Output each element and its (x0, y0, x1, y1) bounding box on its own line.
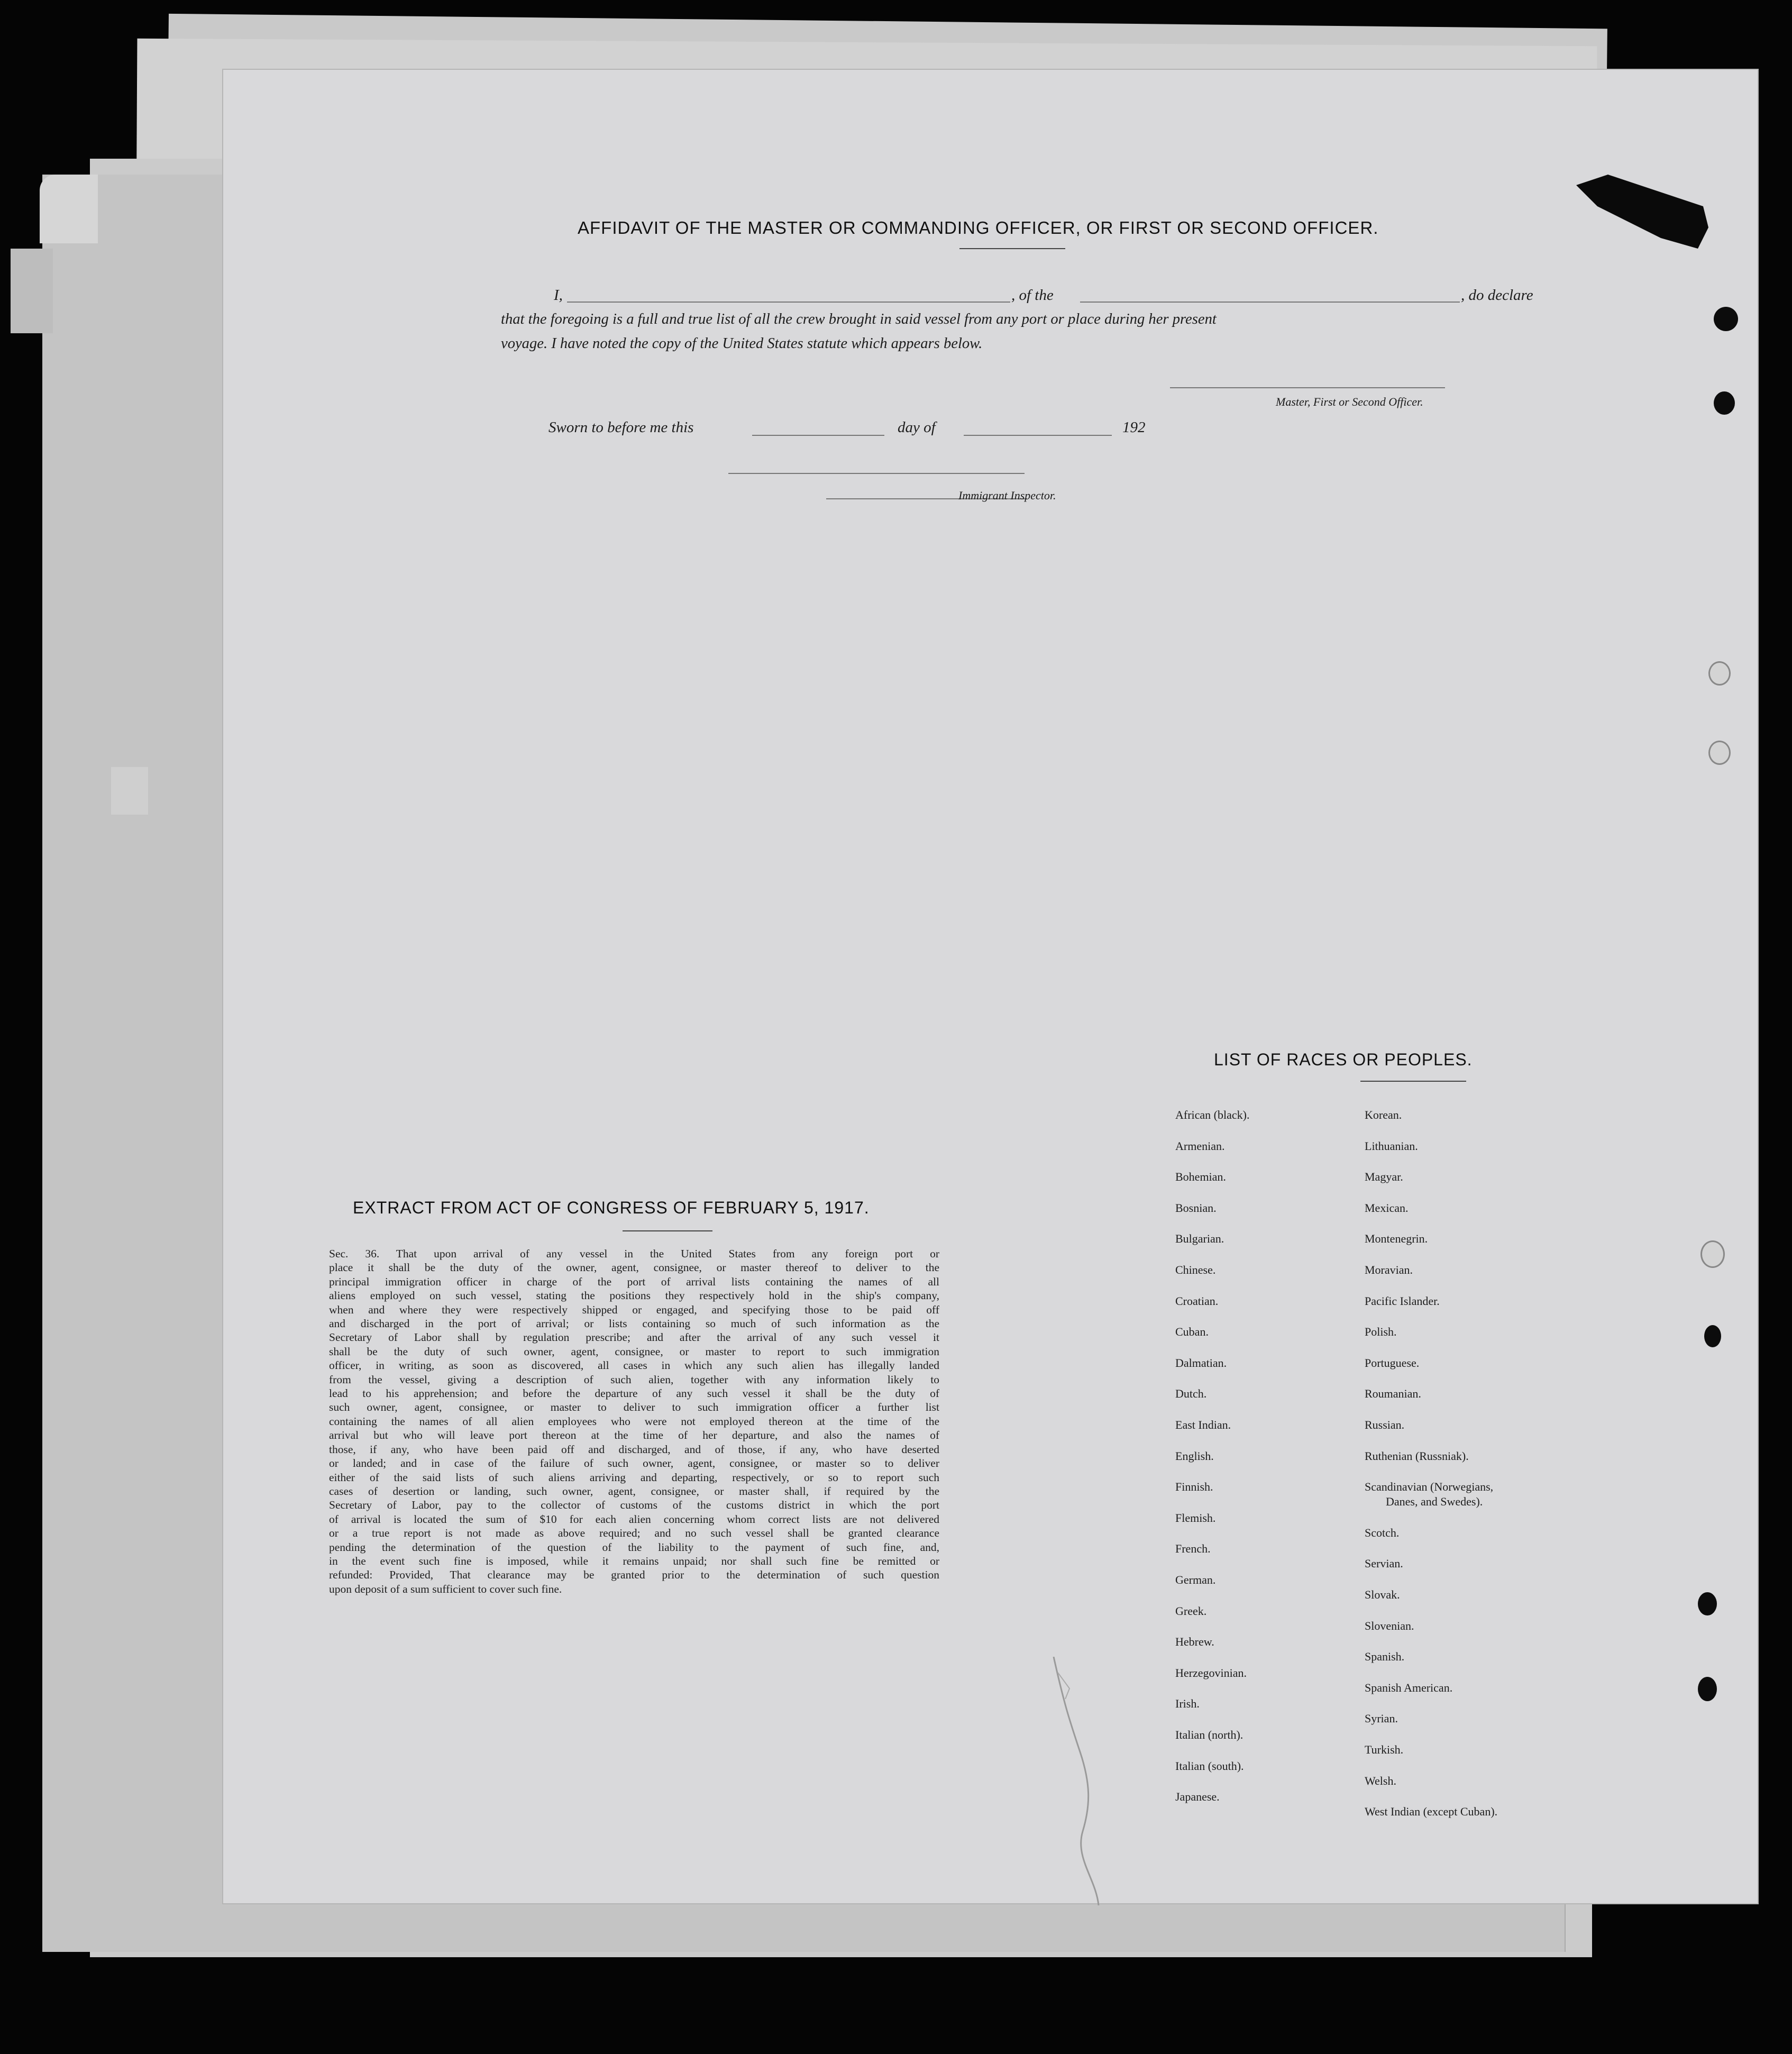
inspector-label: Immigrant Inspector. (958, 489, 1056, 502)
race-item: Dutch. (1175, 1387, 1207, 1401)
affidavit-i-label: I, (554, 287, 563, 304)
binder-hole (1700, 1240, 1725, 1268)
statute-line: or landed; and in case of the failure of such owner, agent, consignee, or master so to deliver (329, 1457, 939, 1470)
race-item: Italian (south). (1175, 1759, 1244, 1773)
binder-hole (1708, 661, 1731, 686)
vessel-blank-line[interactable] (1080, 302, 1460, 303)
inspector-signature-line[interactable] (728, 473, 1025, 474)
race-item: Ruthenian (Russniak). (1365, 1449, 1469, 1463)
race-item: Dalmatian. (1175, 1356, 1227, 1370)
paper-crease (1032, 1657, 1128, 1905)
race-item: Slovenian. (1365, 1619, 1414, 1632)
race-item: Irish. (1175, 1697, 1200, 1711)
race-item: Spanish American. (1365, 1681, 1453, 1694)
race-item: Scotch. (1365, 1526, 1400, 1539)
race-item: Roumanian. (1365, 1387, 1421, 1401)
statute-line: cases of desertion or landing, such owner, agent, consignee, or master shall, if required by the (329, 1484, 939, 1498)
race-item: French. (1175, 1542, 1211, 1556)
race-item: Mexican. (1365, 1201, 1409, 1215)
statute-line: and discharged in the port of arrival; or lists containing so much of such information as the (329, 1317, 939, 1330)
statute-line: Secretary of Labor, pay to the collector of customs of the customs district in which the port (329, 1499, 939, 1512)
race-item: English. (1175, 1449, 1214, 1463)
extract-title: EXTRACT FROM ACT OF CONGRESS OF FEBRUARY 5, 1917. (353, 1198, 870, 1217)
race-item: Scandinavian (Norwegians, (1365, 1480, 1494, 1494)
race-item: Servian. (1365, 1557, 1403, 1571)
statute-line: aliens employed on such vessel, stating the positions they respectively hold in the ship's company, (329, 1289, 939, 1302)
race-item: Chinese. (1175, 1263, 1216, 1276)
torn-tab-mark (1576, 164, 1714, 254)
sworn-year: 192 (1122, 419, 1146, 436)
race-item: Bosnian. (1175, 1201, 1217, 1215)
statute-line: shall be the duty of such owner, agent, consignee, or master to report to such immigration (329, 1345, 939, 1358)
master-signature-label: Master, First or Second Officer. (1276, 395, 1423, 408)
statute-line: from the vessel, giving a description of such alien, together with any information likely to (329, 1373, 939, 1386)
races-title-underline (1360, 1081, 1466, 1082)
race-item: Moravian. (1365, 1263, 1413, 1276)
page-tab-edge (11, 249, 53, 333)
affidavit-do-declare-label: , do declare (1461, 287, 1533, 304)
race-item: Slovak. (1365, 1588, 1400, 1601)
statute-line: such owner, agent, consignee, or master to deliver to such immigration officer a further list (329, 1401, 939, 1414)
document-page (222, 69, 1759, 1904)
race-item: West Indian (except Cuban). (1365, 1805, 1498, 1819)
binder-hole (1714, 391, 1735, 415)
statute-line: pending the determination of the question of the liability to the payment of such fine, and, (329, 1540, 939, 1554)
races-title: LIST OF RACES OR PEOPLES. (1214, 1050, 1473, 1069)
race-item: Welsh. (1365, 1774, 1396, 1787)
race-item: Armenian. (1175, 1139, 1225, 1153)
race-item: Pacific Islander. (1365, 1294, 1440, 1308)
sworn-day-blank[interactable] (752, 435, 884, 436)
race-item: Korean. (1365, 1108, 1402, 1121)
statute-line: lead to his apprehension; and before the departure of any such vessel it shall be the duty of (329, 1387, 939, 1400)
statute-line: in the event such fine is imposed, while it remains unpaid; nor shall such fine be remitted or (329, 1554, 939, 1567)
statute-line: place it shall be the duty of the owner, agent, consignee, or master thereof to deliver to the (329, 1261, 939, 1274)
affidavit-of-the-label: , of the (1011, 287, 1054, 304)
statute-line: principal immigration officer in charge of the port of arrival lists containing the names of all (329, 1275, 939, 1288)
statute-line: those, if any, who have been paid off and discharged, and of those, if any, who have deserted (329, 1443, 939, 1456)
race-item: Spanish. (1365, 1650, 1405, 1664)
race-item: Finnish. (1175, 1480, 1213, 1494)
race-item: Portuguese. (1365, 1356, 1420, 1370)
race-item: Bohemian. (1175, 1170, 1226, 1184)
race-item: African (black). (1175, 1108, 1250, 1121)
page-tab-edge (111, 767, 148, 815)
race-item: Greek. (1175, 1604, 1207, 1618)
statute-line: upon deposit of a sum sufficient to cover such fine. (329, 1582, 562, 1595)
race-item: Flemish. (1175, 1511, 1216, 1524)
race-item: Hebrew. (1175, 1635, 1214, 1649)
binder-hole (1708, 741, 1731, 765)
race-item: Turkish. (1365, 1743, 1404, 1756)
extract-statute-text (329, 1247, 939, 1596)
title-underline (959, 248, 1065, 249)
statute-line: Sec. 36. That upon arrival of any vessel in the United States from any foreign port or (329, 1247, 939, 1260)
statute-line: refunded: Provided, That clearance may be granted prior to the determination of such question (329, 1568, 939, 1582)
race-item: Danes, and Swedes). (1386, 1495, 1483, 1509)
race-item: Croatian. (1175, 1294, 1219, 1308)
race-item: Herzegovinian. (1175, 1666, 1247, 1679)
race-item: German. (1175, 1573, 1216, 1586)
sworn-day-of: day of (898, 419, 936, 436)
binder-hole (1714, 307, 1738, 331)
race-item: Montenegrin. (1365, 1232, 1428, 1246)
sworn-month-blank[interactable] (964, 435, 1112, 436)
race-item: Bulgarian. (1175, 1232, 1224, 1246)
sworn-prefix: Sworn to before me this (548, 419, 694, 436)
extract-title-underline (623, 1230, 712, 1231)
statute-line: officer, in writing, as soon as discovered, all cases in which any such alien has illegally landed (329, 1359, 939, 1372)
statute-line: or a true report is not made as above required; and no such vessel shall be granted clearance (329, 1527, 939, 1540)
race-item: Cuban. (1175, 1325, 1209, 1339)
binder-hole (1704, 1325, 1721, 1347)
race-item: East Indian. (1175, 1418, 1231, 1431)
binder-hole (1698, 1677, 1717, 1701)
statute-line: containing the names of all alien employees who were not employed thereon at the time of the (329, 1414, 939, 1428)
affidavit-line-2: that the foregoing is a full and true list of all the crew brought in said vessel from any port or place during her present (501, 311, 1217, 327)
affidavit-line-3: voyage. I have noted the copy of the United States statute which appears below. (501, 335, 983, 352)
statute-line: arrival but who will leave port thereon at the time of her departure, and also the names of (329, 1429, 939, 1442)
race-item: Lithuanian. (1365, 1139, 1418, 1153)
statute-line: of arrival is located the sum of $10 for each alien concerning whom correct lists are not delivered (329, 1512, 939, 1526)
race-item: Russian. (1365, 1418, 1405, 1431)
race-item: Italian (north). (1175, 1728, 1244, 1741)
name-blank-line[interactable] (567, 302, 1010, 303)
binder-hole (1698, 1592, 1717, 1615)
race-item: Polish. (1365, 1325, 1397, 1339)
race-item: Magyar. (1365, 1170, 1403, 1184)
master-signature-line[interactable] (1170, 387, 1445, 388)
race-item: Syrian. (1365, 1712, 1398, 1726)
statute-line: when and where they were respectively shipped or engaged, and specifying those to be paid off (329, 1303, 939, 1316)
page-tab-edge (40, 175, 98, 243)
statute-line: Secretary of Labor shall by regulation prescribe; and after the arrival of any such vessel it (329, 1331, 939, 1344)
race-item: Japanese. (1175, 1790, 1220, 1804)
statute-line: either of the said lists of such aliens arriving and departing, respectively, or so to report such (329, 1471, 939, 1484)
affidavit-title: AFFIDAVIT OF THE MASTER OR COMMANDING OFFICER, OR FIRST OR SECOND OFFICER. (578, 218, 1379, 238)
